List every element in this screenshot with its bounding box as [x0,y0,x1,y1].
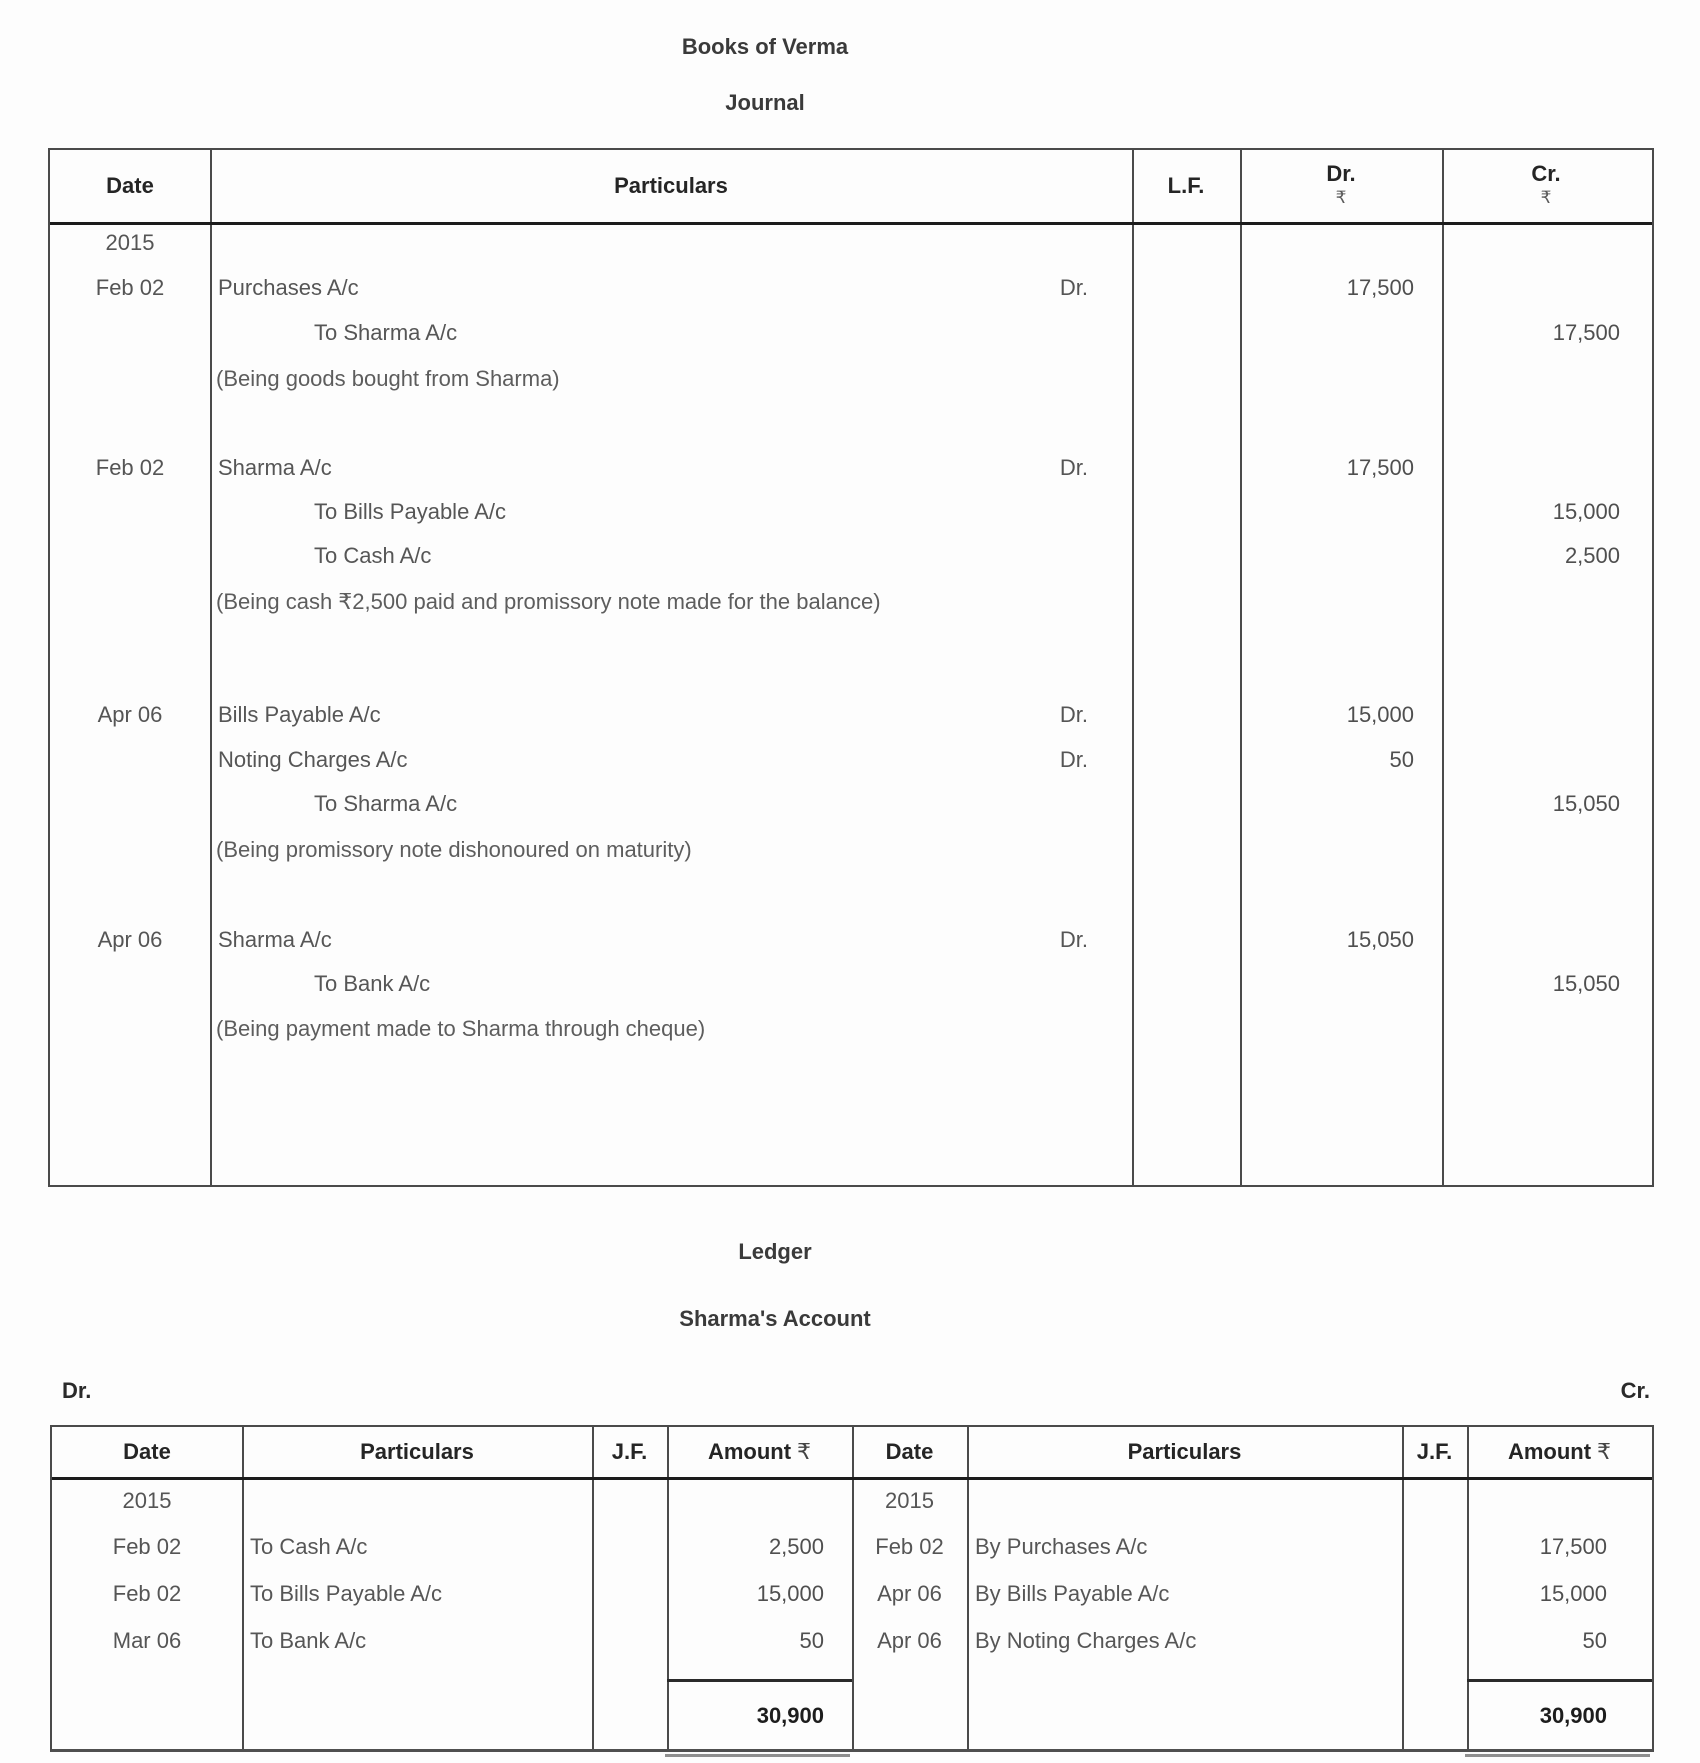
journal-line [50,271,1652,305]
journal-line [50,967,1652,1001]
ledger-amount: 50 [1582,1628,1607,1653]
journal-account: To Sharma A/c [314,320,458,345]
ledger-header-particulars-dr [242,1427,592,1477]
journal-header-dr [1240,150,1442,222]
rupee-symbol: ₹ [1597,1439,1612,1464]
ledger-particulars: To Cash A/c [250,1534,368,1559]
ledger-header-date-label: Date [885,1439,934,1464]
journal-line [50,226,1652,260]
ledger-cr-label: Cr. [1620,1378,1650,1403]
journal-header-dr-label: Dr. [1326,161,1356,186]
ledger-date: Feb 02 [875,1534,944,1559]
ledger-particulars: By Noting Charges A/c [975,1628,1197,1653]
ledger-row [52,1578,1652,1610]
ledger-table [50,1425,1654,1752]
ledger-row [52,1625,1652,1657]
ledger-amount: 15,000 [1539,1581,1607,1606]
journal-account: Sharma A/c [218,927,332,952]
ledger-account-title: Sharma's Account [679,1306,871,1331]
journal-account: To Sharma A/c [314,791,458,816]
ledger-header-date-label: Date [123,1439,171,1464]
journal-header-underline [50,222,1652,225]
journal-header-lf [1132,150,1240,222]
ledger-debit-total [667,1679,852,1750]
journal-title: Journal [725,90,805,115]
journal-narration: (Being payment made to Sharma through cheque) [216,1016,706,1041]
journal-header-date [50,150,210,222]
journal-header-particulars-label: Particulars [614,173,728,198]
journal-narration: (Being promissory note dishonoured on maturity) [216,837,692,862]
journal-line [50,584,1652,650]
journal-dr-designation: Dr. [1059,275,1088,300]
journal-header-date-label: Date [106,173,154,198]
journal-line [50,832,1652,866]
total-double-rule-dr [665,1754,850,1757]
journal-header-particulars [210,150,1132,222]
journal-line [50,698,1652,732]
journal-account: Sharma A/c [218,455,332,480]
journal-account: To Bills Payable A/c [314,499,506,524]
journal-dr-amount: 15,000 [1346,702,1414,727]
ledger-date: Feb 02 [112,1534,182,1559]
ledger-year-dr: 2015 [122,1488,172,1513]
journal-year: 2015 [105,230,155,255]
journal-header-cr [1442,150,1650,222]
ledger-date: Mar 06 [112,1628,182,1653]
ledger-header-particulars-label: Particulars [360,1439,474,1464]
ledger-header-underline [52,1477,1652,1480]
ledger-year-cr: 2015 [885,1488,934,1513]
journal-dr-designation: Dr. [1059,927,1088,952]
ledger-header-jf-cr [1402,1427,1467,1477]
journal-header-cr-label: Cr. [1531,161,1561,186]
ledger-header-amount-dr [667,1427,852,1477]
ledger-row-year [52,1485,1652,1517]
journal-line [50,787,1652,821]
journal-narration: (Being cash ₹2,500 paid and promissory note made for the balance) [216,589,881,614]
journal-cr-amount: 15,050 [1552,791,1620,816]
journal-line [50,495,1652,529]
ledger-date: Apr 06 [877,1628,942,1653]
ledger-credit-total-value: 30,900 [1539,1703,1607,1728]
ledger-amount: 17,500 [1539,1534,1607,1559]
journal-line [50,923,1652,957]
journal-cr-amount: 2,500 [1564,543,1620,568]
journal-header-lf-label: L.F. [1167,173,1205,198]
rupee-symbol: ₹ [1335,188,1347,207]
ledger-header-jf-dr [592,1427,667,1477]
rupee-symbol: ₹ [1540,188,1552,207]
ledger-header-particulars-cr [967,1427,1402,1477]
journal-date: Apr 06 [97,927,163,952]
journal-table [48,148,1654,1187]
journal-date: Apr 06 [97,702,163,727]
ledger-debit-total-value: 30,900 [756,1703,824,1728]
rupee-symbol: ₹ [797,1439,812,1464]
journal-dr-amount: 17,500 [1346,455,1414,480]
ledger-credit-total [1467,1679,1652,1750]
journal-narration: (Being goods bought from Sharma) [216,366,560,391]
journal-account: To Cash A/c [314,543,432,568]
journal-cr-amount: 17,500 [1552,320,1620,345]
journal-dr-designation: Dr. [1059,455,1088,480]
journal-account: To Bank A/c [314,971,431,996]
ledger-header-amount-cr [1467,1427,1652,1477]
ledger-header-date-dr [52,1427,242,1477]
ledger-header-amount-label: Amount [707,1439,792,1464]
ledger-title: Ledger [738,1239,812,1264]
journal-cr-amount: 15,000 [1552,499,1620,524]
journal-date: Feb 02 [95,275,165,300]
journal-line [50,1011,1652,1045]
journal-line [50,451,1652,485]
ledger-amount: 15,000 [756,1581,824,1606]
ledger-date: Apr 06 [877,1581,942,1606]
journal-dr-amount: 50 [1389,747,1414,772]
journal-dr-designation: Dr. [1059,702,1088,727]
ledger-particulars: By Bills Payable A/c [975,1581,1170,1606]
journal-line [50,316,1652,350]
ledger-header-jf-label: J.F. [611,1439,648,1464]
ledger-dr-label: Dr. [62,1378,92,1403]
ledger-amount: 2,500 [768,1534,824,1559]
ledger-header-date-cr [852,1427,967,1477]
journal-dr-amount: 17,500 [1346,275,1414,300]
journal-dr-amount: 15,050 [1346,927,1414,952]
journal-line [50,539,1652,573]
journal-dr-designation: Dr. [1059,747,1088,772]
journal-cr-amount: 15,050 [1552,971,1620,996]
ledger-particulars: To Bills Payable A/c [250,1581,442,1606]
ledger-particulars: To Bank A/c [250,1628,367,1653]
ledger-header-particulars-label: Particulars [1127,1439,1242,1464]
journal-account: Bills Payable A/c [218,702,381,727]
ledger-header-amount-label: Amount [1507,1439,1592,1464]
ledger-date: Feb 02 [112,1581,182,1606]
journal-account: Purchases A/c [218,275,359,300]
total-double-rule-cr [1465,1754,1650,1757]
ledger-header-jf-label: J.F. [1416,1439,1453,1464]
journal-date: Feb 02 [95,455,165,480]
journal-line [50,743,1652,777]
ledger-row [52,1531,1652,1563]
journal-account: Noting Charges A/c [218,747,408,772]
journal-line [50,361,1652,395]
ledger-particulars: By Purchases A/c [975,1534,1148,1559]
ledger-amount: 50 [799,1628,824,1653]
page-title: Books of Verma [681,34,849,59]
